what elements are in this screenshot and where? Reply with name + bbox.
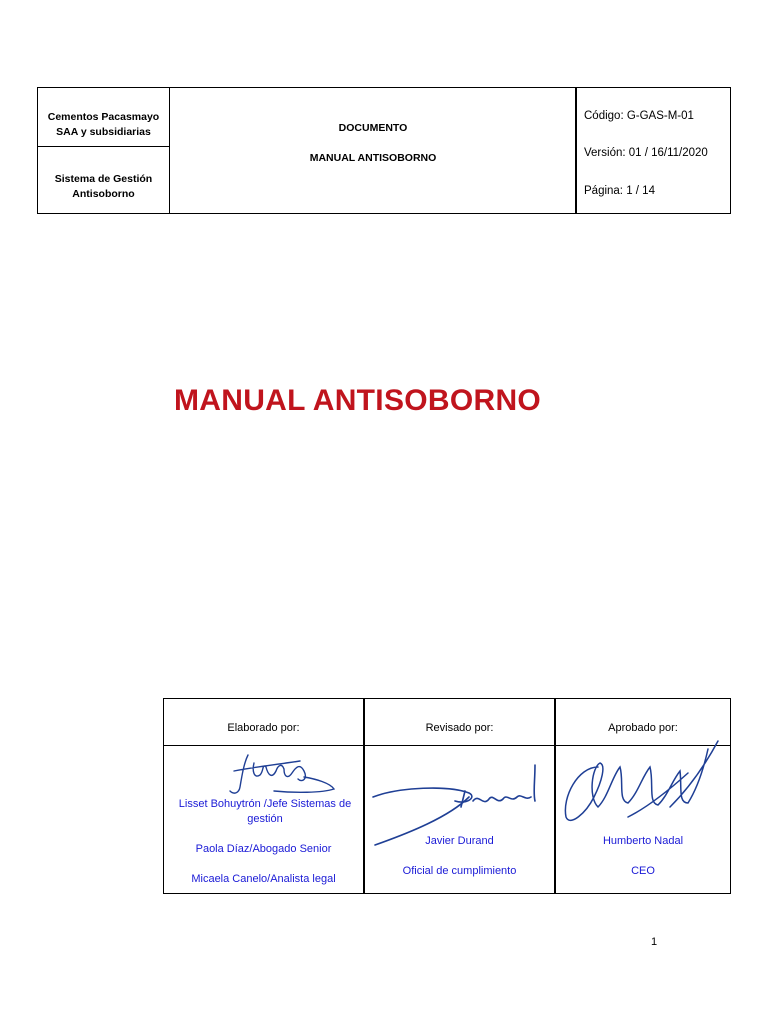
management-system-name: Sistema de Gestión Antisoborno xyxy=(54,173,153,200)
revisado-role: Oficial de cumplimiento xyxy=(402,865,517,877)
aprobado-label: Aprobado por: xyxy=(608,722,678,734)
elaborado-person-1: Lisset Bohuytrón /Jefe Sistemas de gestión xyxy=(178,798,352,825)
elaborado-label: Elaborado por: xyxy=(227,722,300,734)
document-code: Código: G-GAS-M-01 xyxy=(584,110,694,122)
document-type-label: DOCUMENTO xyxy=(338,122,408,134)
page-indicator: Página: 1 / 14 xyxy=(584,185,655,197)
aprobado-name: Humberto Nadal xyxy=(602,835,684,847)
document-version: Versión: 01 / 16/11/2020 xyxy=(584,147,708,159)
company-name: Cementos Pacasmayo SAA y subsidiarias xyxy=(47,111,160,138)
document-name: MANUAL ANTISOBORNO xyxy=(309,152,437,164)
signature-elaborado xyxy=(204,749,344,799)
elaborado-person-2: Paola Díaz/Abogado Senior xyxy=(195,843,332,855)
aprobado-role: CEO xyxy=(631,865,655,877)
signature-aprobado xyxy=(558,737,730,827)
revisado-label: Revisado por: xyxy=(425,722,494,734)
approval-table xyxy=(163,698,731,894)
document-title: MANUAL ANTISOBORNO xyxy=(174,384,542,417)
document-header-table xyxy=(37,87,731,214)
header-divider xyxy=(38,146,169,147)
revisado-name: Javier Durand xyxy=(425,835,494,847)
header-divider xyxy=(169,88,170,213)
page-number: 1 xyxy=(651,936,658,948)
header-divider xyxy=(575,88,577,213)
elaborado-person-3: Micaela Canelo/Analista legal xyxy=(191,873,336,885)
